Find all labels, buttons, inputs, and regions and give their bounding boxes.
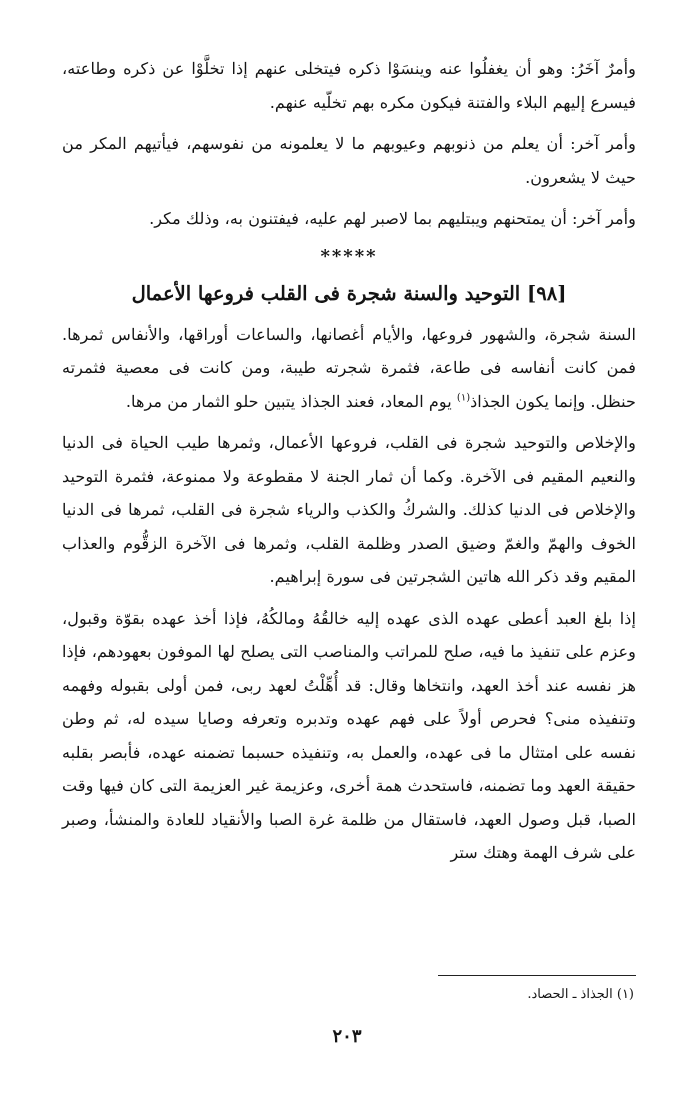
paragraph-4: [62, 318, 636, 419]
paragraph-4-text-a: السنة شجرة، والشهور فروعها، والأيام أغصانها، والساعات أوراقها، والأنفاس ثمرها. فمن كانت أنفاسه فى طاعة، فثمرة شجرته طيبة، ومن كانت فى معصية فثمرته حنظل. وإنما يكون الجذاذ: [62, 324, 636, 411]
paragraph-4-text-b: يوم المعاد، فعند الجذاذ يتبين حلو الثمار من مرها.: [125, 391, 457, 411]
footnote: (١) الجذاذ ـ الحصاد.: [527, 987, 634, 1002]
footnote-divider: [438, 975, 636, 976]
page-body: [62, 52, 636, 878]
footnote-reference[interactable]: (١): [456, 392, 471, 404]
paragraph-3: وأمر آخر: أن يمتحنهم ويبتليهم بما لاصبر لهم عليه، فيفتنون به، وذلك مكر.: [149, 209, 636, 228]
page-number: ٢٠٣: [332, 1026, 362, 1047]
paragraph-5: والإخلاص والتوحيد شجرة فى القلب، فروعها الأعمال، وثمرها طيب الحياة فى الدنيا والنعيم المقيم فى الآخرة. وكما أن ثمار الجنة لا مقطوعة ولا ممنوعة، فثمرة التوحيد والإخلاص فى الدنيا كذلك. والشركُ والكذب والرياء شجرة فى القلب، ثمرها فى الدنيا الخوف والهمّ والغمّ وضيق الصدر وظلمة القلب، وثمرها فى الآخرة الزقُّوم والعذاب المقيم وقد ذكر الله هاتين الشجرتين فى سورة إبراهيم.: [62, 433, 636, 586]
paragraph-6: إذا بلغ العبد أعطى عهده الذى عهده إليه خالقُهُ ومالكُهُ، فإذا أخذ عهده بقوّة وقبول، وعزم على تنفيذ ما فيه، صلح للمراتب والمناصب التى يصلح لها الموفون بعهودهم، فإذا هز نفسه عند أخذ العهد، وانتخاها وقال: قد أُهِّلْتُ لعهد ربى، فمن أولى بقبوله وفهمه وتنفيذه منى؟ فحرص أولاً على فهم عهده وتدبره وتعرفه وصايا سيده له، ثم وطن نفسه على امتثال ما فى عهده، والعمل به، وتنفيذه حسبما تضمنه عهده، فأبصر بقلبه حقيقة العهد وما تضمنه، فاستحدث همة أخرى، وعزيمة غير العزيمة التى كان فيها وقت الصبا، قبل وصول العهد، فاستقال من ظلمة غرة الصبا والأنقياد للعادة والمنشأ، وصبر على شرف الهمة وهتك ستر: [62, 608, 636, 862]
paragraph-1: وأمرٌ آخَرُ: وهو أن يغفلُوا عنه وينسَوْا ذكره فيتخلى عنهم إذا تخلَّوْا عن ذكره وطاعته، فيسرع إليهم البلاء والفتنة فيكون مكره بهم تخلّيه عنهم.: [62, 59, 636, 112]
section-heading: [٩٨] التوحيد والسنة شجرة فى القلب فروعها الأعمال: [131, 281, 567, 305]
section-separator: *****: [320, 245, 378, 267]
paragraph-2: وأمر آخر: أن يعلم من ذنوبهم وعيوبهم ما لا يعلمونه من نفوسهم، فيأتيهم المكر من حيث لا يشعرون.: [62, 134, 636, 187]
